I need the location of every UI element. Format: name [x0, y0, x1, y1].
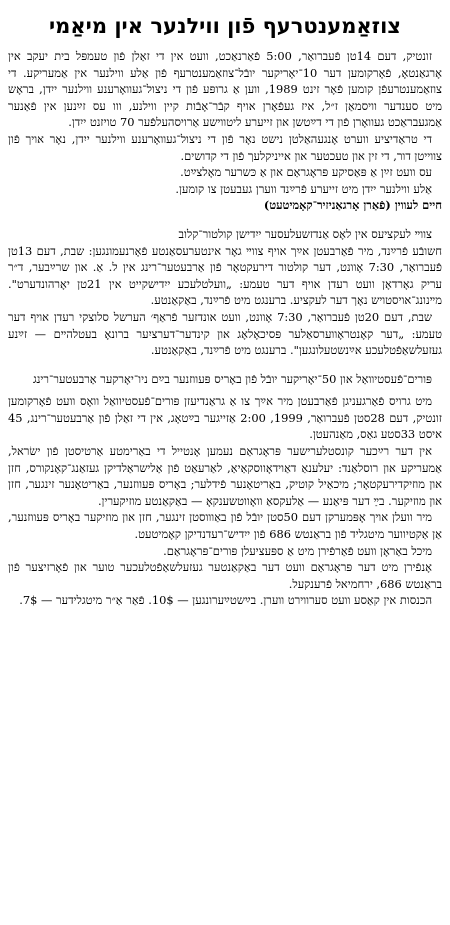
paragraph: אין דער רײַכער קונסטלערישער פּראָגראַם נעמען אָנטייל די באַרימטע אַרטיסטן פֿון ישׂראל, אַמעריקע און רוסלאַנד: יעלענאַ דאַוידאָווסקאַיאַ, לאַרעאַט פֿון אַלישראַלדיקן געזאַנג־קאָנקורס, חזן און מוזיקדירעקטאָר; מיכאַיל קוטיק, באַריטאָנער פֿידלער; באָריס פּעווזנער, באַריטאָנער זינגער, חזן און מוזיקער. בײַ דער פּיאַנע — אַלעקסאַ וואָווטשענקאָ — באַקאַנטע מוזיקערין.	[8, 444, 442, 508]
paragraph: מיכל באַראָן וועט פֿאַרפֿירן מיט אַ ספּעציעלן פּורים־פּראָגראַם.	[163, 543, 432, 558]
paragraph: שבת, דעם 20טן פֿעברואַר, 7:30 אָוונט, וועט אונדזער פֿראַף׳ הערשל סלוצקי רעדן אויף דער טעמע: „דער קאָנטראָווערסאַלער פּסיכאָלאָג און קינדער־דערציִער ברונאָ בעטלהײם — זײַנע געזעלשאַפֿטלעכע אײַנשטעלונגען". ברענגט מיט פֿרײַנד, באַקאַנטע.	[8, 309, 442, 358]
section-heading: פּורים־פֿעסטיוואַל און 50־יאָריקער יובֿל פֿון באָריס פּעווזנער בײַם ניו־יאָרקער אַרבעטער־רינג	[32, 371, 432, 386]
section-vilna-reunion	[8, 48, 442, 214]
signature: חיים לעווין (פֿאַרן אָרגאַניזיר־קאָמיטעט)	[263, 198, 442, 213]
section-heading: צווײ לעקציעס אין לאָס אַנדזשעלעסער ייִדישן קולטור־קלוב	[178, 226, 432, 241]
paragraph: עס וועט זײַן אַ פּאַסיקע פּראָגראַם און אַ כּשרער מאָלצײַט.	[180, 165, 432, 180]
paragraph: הכנסות אין קאַסע וועט סערווירט ווערן. בײַשטײַערונגען — 10$. פֿאַר אַ״ר מיטגלידער — 7$.	[19, 593, 432, 608]
paragraph: מיט גרויס פֿאַרגעניגן פֿאַרבעטן מיר אײַך צו אַ גראַנדיעזן פּורים־פֿעסטיוואַל וואָס וועט פֿאָרקומען זונטיק, דעם 28סטן פֿעברואַר, 1999, 2:00 אַזייגער בײַטאָג, אין די זאַלן פֿון אַרבעטער־רינג, 45 איסט 33סטע גאַס, מאַנהעטן.	[8, 394, 442, 442]
paragraph: מיר וועלן אויך אָפּמערקן דעם 50סטן יובֿל פֿון באַוווסטן זינגער, חזן און מוזיקער באָריס פּעווזנער, אַן אַקטיווער מיטגליד פֿון בראַנטש 686 פֿון ייִדיש־רעדנדיקן קאָמיטעט.	[8, 510, 442, 542]
section-la-lectures	[8, 226, 442, 359]
section-purim-festival	[8, 371, 442, 609]
paragraph: אָנפֿירן מיט דער פּראָגראַם וועט דער באַקאַנטער געזעלשאַפֿטלעכער טוער און פֿאָרזיצער פֿון בראַנטש 686, ירחמיאל פֿרענקעל.	[8, 560, 442, 591]
divider-space	[8, 214, 442, 226]
page-title: צוזאַמענטרעף פֿון ווילנער אין מיאַמי	[48, 14, 402, 38]
paragraph: די טראַדיציע ווערט אָנגעהאַלטן נישט נאָר פֿון די ניצול־געוואָרענע ווילנער ייִדן, נאָר אויך פֿון צווייטן דור, די זין און טעכטער און אייניקלעך פֿון די קדושים.	[8, 131, 442, 163]
divider-space	[8, 359, 442, 371]
paragraph: חשובֿע פֿרײַנד, מיר פֿאַרבעטן אײַך אויף צווײ גאָר אינטערעסאַנטע פֿאָרנעמונגען: שבת, דעם 13טן פֿעברואַר, 7:30 אָוונט, דער קולטור דירעקטאָר פֿון אַרבעטער־רינג אין ל. אַ. און שרײַבער, ד״ר עריק גאָרדאָן וועט רעדן אויף דער טעמע: „וועלטלעכע ייִדישקייט אין 21טן יאָרהונדערט". מײנונג־אויסטויש נאָך דער לעקציע. ברענגט מיט פֿרײַנד, באַקאַנטע.	[8, 243, 442, 308]
paragraph: אַלע ווילנער ייִדן מיט זייערע פֿרײַנד ווערן געבעטן צו קומען.	[175, 181, 432, 196]
paragraph: זונטיק, דעם 14טן פֿעברואַר, 5:00 פֿאַרנאַכט, וועט אין די זאַלן פֿון טעמפּל בית יעקב אין אָרגאַנטאָ, פֿאָרקומען דער 10־יאָריקער יובֿל־צוזאַמענטרעף פֿון אַלע ווילנער אין אַמעריקע. די צוזאַמענטרעפֿן קומען פֿאָר זינט 1989, ווען אַ גרופּע פֿון די ניצול־געוואָרענע ווילנער ייִדן, בראָש מיט סענדער וויסמאַן ז״ל, איז געפֿאָרן אויף קבֿר־אָבֿות קיין ווילנע, ווו עס זײַנען אין פֿאַנער אַמגעבראַכט געוואָרן פֿון די דײַטשן און זייערע ליטווישע אַרויסהעלפֿער 70 טויזנט ייִדן.	[8, 49, 442, 130]
